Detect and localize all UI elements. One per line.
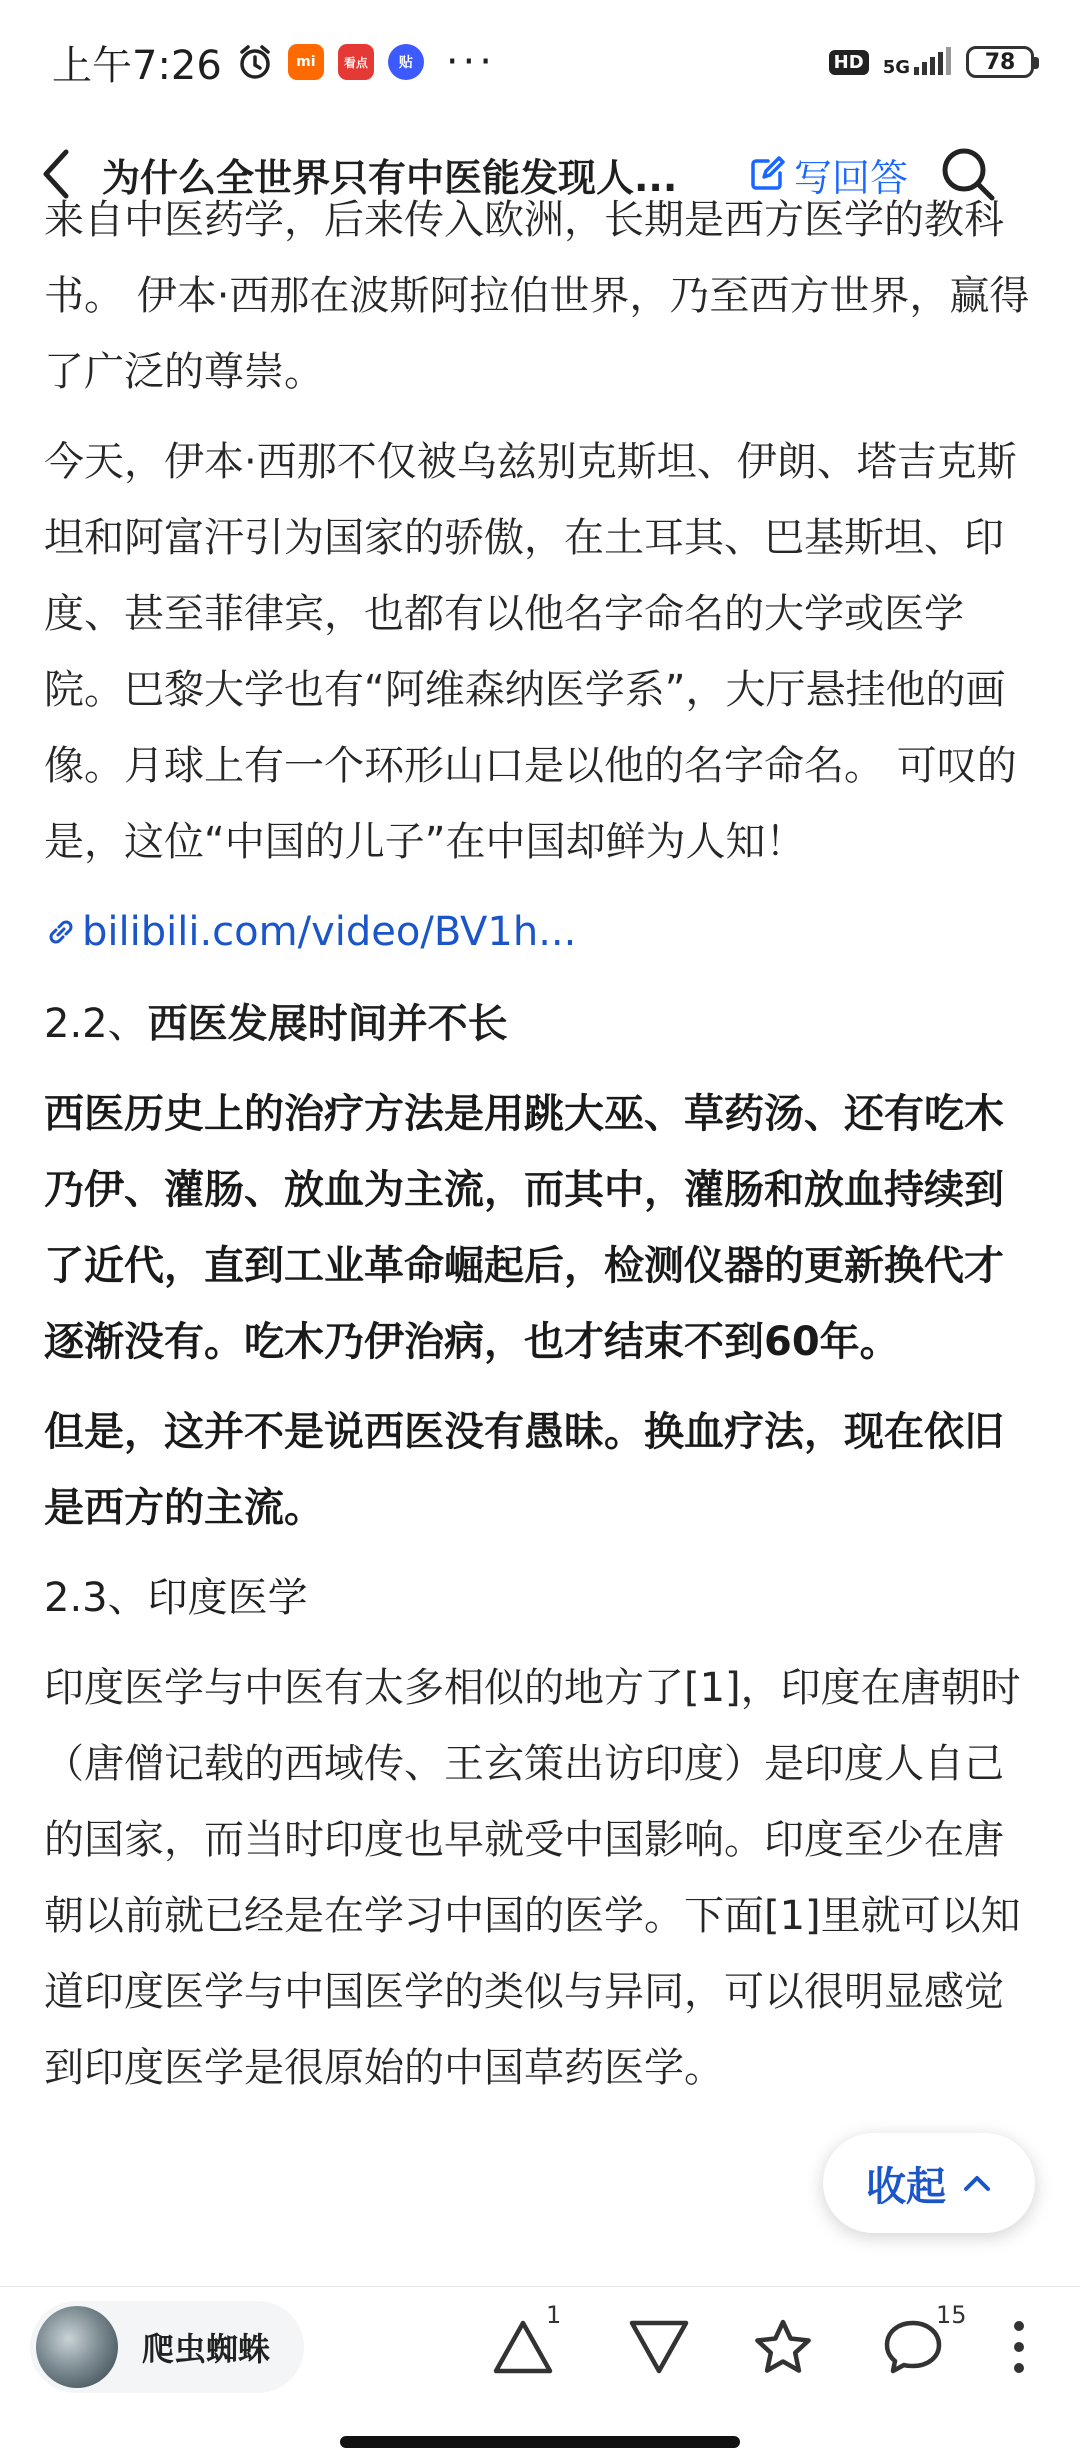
hd-badge: HD (829, 50, 869, 75)
downvote-button[interactable] (604, 2297, 714, 2397)
status-bar (0, 0, 1080, 124)
battery-icon (966, 46, 1034, 78)
tieba-app-icon: 贴 (388, 44, 424, 80)
downvote-icon (626, 2317, 692, 2377)
status-left (52, 34, 496, 91)
write-answer-label: 写回答 (794, 155, 909, 200)
comment-count: 15 (936, 2300, 967, 2329)
action-buttons (468, 2297, 1054, 2397)
video-link[interactable] (44, 894, 1036, 970)
avatar[interactable] (36, 2306, 118, 2388)
paragraph: 今天，伊本·西那不仅被乌兹别克斯坦、伊朗、塔吉克斯坦和阿富汗引为国家的骄傲，在土耳其、巴基斯坦、印度、甚至菲律宾，也都有以他名字命名的大学或医学院。巴黎大学也有“阿维森纳医学系”，大厅悬挂他的画像。月球上有一个环形山口是以他的名字命名。 可叹的是，这位“中国的儿子”在中国却鲜为人知！ (44, 439, 1017, 865)
answer-content[interactable] (44, 197, 1036, 2286)
chevron-up-icon (962, 2173, 992, 2193)
kandian-app-icon: 看点 (338, 44, 374, 80)
more-button[interactable] (984, 2297, 1054, 2397)
author-chip[interactable] (30, 2301, 304, 2393)
author-name[interactable]: 爬虫蜘蛛 (142, 2329, 271, 2368)
section-heading-2-2 (44, 986, 1036, 1062)
upvote-button[interactable] (468, 2297, 578, 2397)
signal-icon (912, 47, 952, 77)
paragraph: 来自中医药学，后来传入欧洲，长期是西方医学的教科书。 伊本·西那在波斯阿拉伯世界，乃至西方世界，赢得了广泛的尊崇。 (44, 197, 1030, 395)
video-link-text: bilibili.com/video/BV1h... (82, 909, 577, 955)
collapse-button[interactable] (823, 2133, 1035, 2233)
page-title[interactable]: 为什么全世界只有中医能发现人... (102, 155, 678, 200)
bottom-action-bar (0, 2286, 1080, 2406)
battery-level: 78 (984, 49, 1016, 75)
section-number: 2.2、 (44, 1001, 148, 1047)
upvote-count: 1 (546, 2300, 562, 2329)
network-type (883, 47, 952, 77)
home-indicator[interactable] (340, 2436, 740, 2448)
network-label: 5G (882, 57, 910, 78)
mi-app-icon: mi (288, 44, 324, 80)
comment-button[interactable] (858, 2297, 968, 2397)
paragraph-bold: 西医历史上的治疗方法是用跳大巫、草药汤、还有吃木乃伊、灌肠、放血为主流，而其中，灌肠和放血持续到了近代，直到工业革命崛起后，检测仪器的更新换代才逐渐没有。吃木乃伊治病，也才结束不到60年。 (44, 1091, 1004, 1365)
favorite-button[interactable] (728, 2297, 838, 2397)
paragraph-bold: 但是，这并不是说西医没有愚昧。换血疗法，现在依旧是西方的主流。 (44, 1409, 1004, 1531)
paragraph: 印度医学与中医有太多相似的地方了[1]，印度在唐朝时（唐僧记载的西域传、王玄策出访印度）是印度人自己的国家，而当时印度也早就受中国影响。印度至少在唐朝以前就已经是在学习中国的医学。下面[1]里就可以知道印度医学与中国医学的类似与异同，可以很明显感觉到印度医学是很原始的中国草药医学。 (44, 1665, 1021, 2091)
clock: 上午7:26 (52, 42, 222, 89)
status-right (829, 46, 1034, 78)
alarm-icon (236, 43, 274, 81)
section-heading-2-3: 2.3、印度医学 (44, 1575, 308, 1621)
more-notifications-icon: ··· (445, 39, 496, 85)
section-title: 西医发展时间并不长 (147, 1001, 508, 1047)
collapse-label: 收起 (866, 2163, 946, 2210)
star-icon (752, 2317, 814, 2377)
answer-scroll (44, 182, 1036, 2106)
link-icon (44, 915, 78, 949)
more-vertical-icon (1013, 2319, 1025, 2375)
